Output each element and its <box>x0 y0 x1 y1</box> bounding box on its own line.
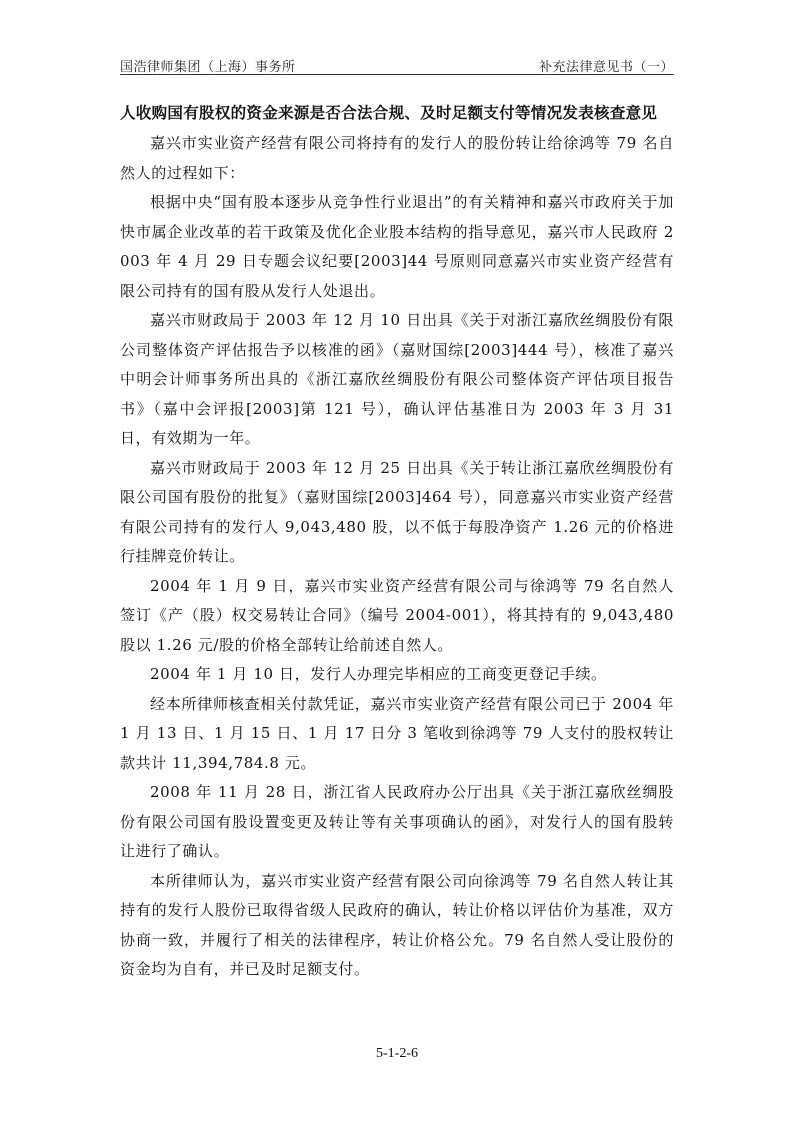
paragraph-asset-evaluation: 嘉兴市财政局于 2003 年 12 月 10 日出具《关于对浙江嘉欣丝绸股份有限公司整体资产评估报告予以核准的函》（嘉财国综[2003]444 号），核准了嘉兴中明会计师事务所出具的《浙江嘉欣丝绸股份有限公司整体资产评估项目报告书》（嘉中会评报[2003]第 121 号），确认评估基准日为 2003 年 3 月 31 日，有效期为一年。 <box>120 311 674 447</box>
paragraph-transfer-contract: 2004 年 1 月 9 日，嘉兴市实业资产经营有限公司与徐鸿等 79 名自然人签订《产（股）权交易转让合同》（编号 2004-001），将其持有的 9,043,480 股以 1.26 元/股的价格全部转让给前述自然人。 <box>120 576 674 654</box>
paragraph-payment-verification: 经本所律师核查相关付款凭证，嘉兴市实业资产经营有限公司已于 2004 年 1 月 13 日、1 月 15 日、1 月 17 日分 3 笔收到徐鸿等 79 人支付的股权转让款共计 11,394,784.8 元。 <box>120 694 674 772</box>
page-number: 5-1-2-6 <box>376 1046 418 1061</box>
paragraph-policy-basis: 根据中央“国有股本逐步从竞争性行业退出”的有关精神和嘉兴市政府关于加快市属企业改革的若干政策及优化企业股本结构的指导意见，嘉兴市人民政府 2003 年 4 月 29 日专题会议纪要[2003]44 号原则同意嘉兴市实业资产经营有限公司持有的国有股从发行人处退出。 <box>120 193 674 300</box>
page-header <box>120 48 674 75</box>
header-document-title: 补充法律意见书（一） <box>538 60 674 75</box>
paragraph-conclusion: 本所律师认为，嘉兴市实业资产经营有限公司向徐鸿等 79 名自然人转让其持有的发行人股份已取得省级人民政府的确认，转让价格以评估价为基准，双方协商一致，并履行了相关的法律程序，转让价格公允。79 名自然人受让股份的资金均为自有，并已及时足额支付。 <box>120 871 674 978</box>
header-firm-name: 国浩律师集团（上海）事务所 <box>120 60 296 75</box>
section-title: 人收购国有股权的资金来源是否合法合规、及时足额支付等情况发表核查意见 <box>120 104 658 122</box>
paragraph-registration: 2004 年 1 月 10 日，发行人办理完毕相应的工商变更登记手续。 <box>150 665 607 683</box>
document-body <box>120 98 674 985</box>
paragraph-transfer-approval: 嘉兴市财政局于 2003 年 12 月 25 日出具《关于转让浙江嘉欣丝绸股份有限公司国有股份的批复》（嘉财国综[2003]464 号），同意嘉兴市实业资产经营有限公司持有的发行人 9,043,480 股，以不低于每股净资产 1.26 元的价格进行挂牌竞价转让。 <box>120 458 674 565</box>
paragraph-provincial-confirmation: 2008 年 11 月 28 日，浙江省人民政府办公厅出具《关于浙江嘉欣丝绸股份有限公司国有股设置变更及转让等有关事项确认的函》，对发行人的国有股转让进行了确认。 <box>120 783 674 860</box>
paragraph-intro: 嘉兴市实业资产经营有限公司将持有的发行人的股份转让给徐鸿等 79 名自然人的过程如下： <box>120 134 674 182</box>
